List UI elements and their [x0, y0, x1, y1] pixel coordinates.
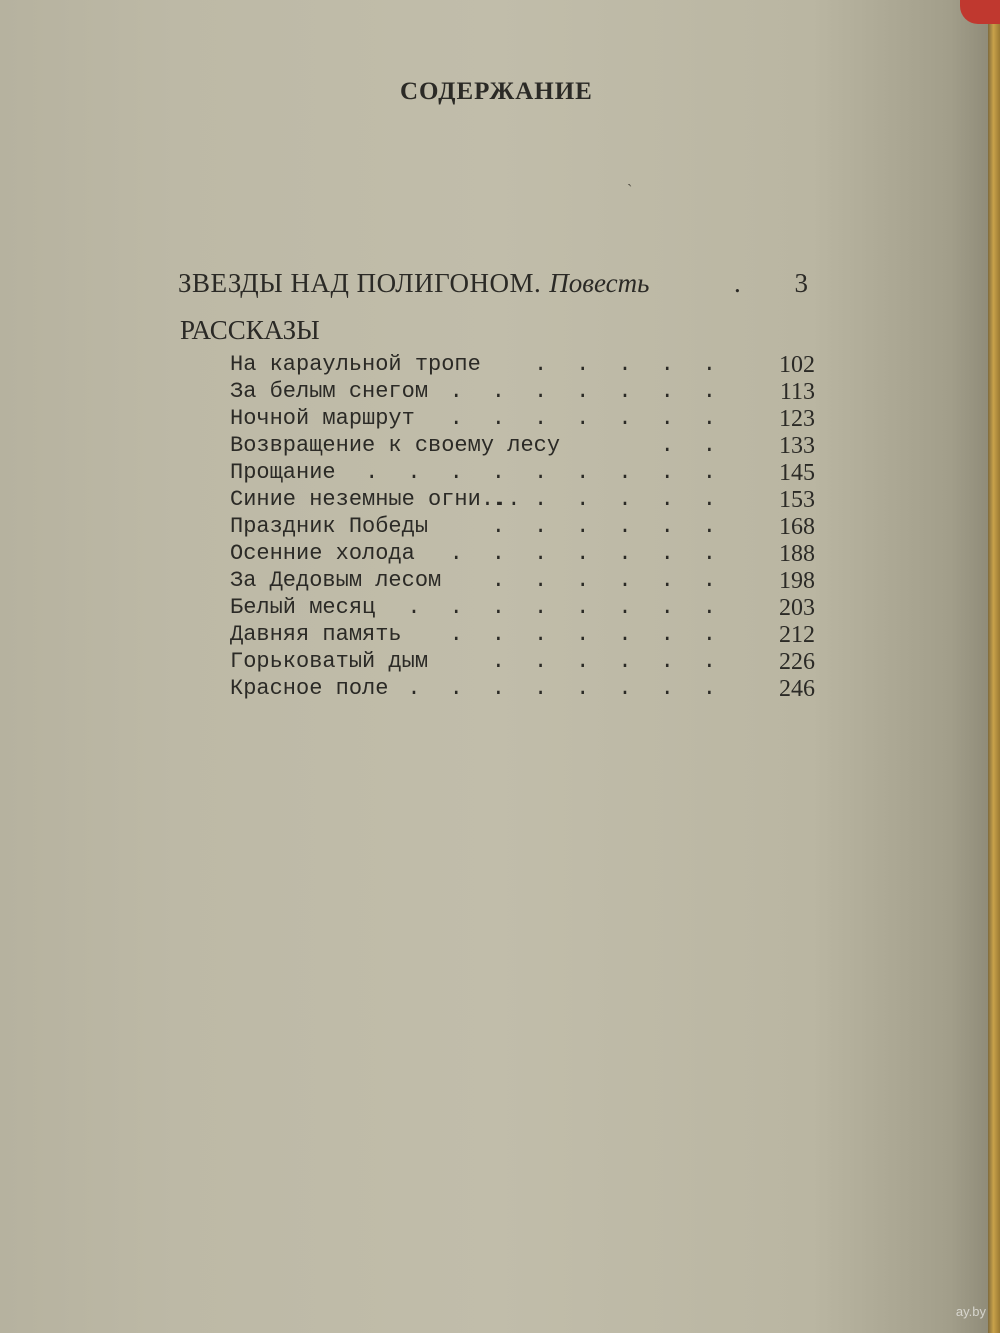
toc-entry	[230, 541, 815, 568]
dot-leader: ......	[491, 487, 745, 512]
entry-page: 188	[779, 541, 815, 567]
entry-title: Праздник Победы	[230, 514, 429, 539]
entry-title: Белый месяц	[230, 595, 376, 620]
entry-page: 133	[779, 433, 815, 459]
dot-leader: ......	[491, 514, 745, 539]
toc-entry	[230, 352, 815, 379]
entry-title: Давняя память	[230, 622, 402, 647]
entry-page: 123	[779, 406, 815, 432]
entry-title: Ночной маршрут	[230, 406, 415, 431]
entry-page: 102	[779, 352, 815, 378]
dot-leader: ........	[407, 595, 745, 620]
toc-entry	[230, 406, 815, 433]
novella-title: ЗВЕЗДЫ НАД ПОЛИГОНОМ.	[178, 268, 542, 298]
novella-page-number: 3	[794, 268, 808, 298]
toc-entry	[230, 460, 815, 487]
entry-title: Прощание	[230, 460, 336, 485]
watermark-text: ay.by	[955, 1304, 986, 1319]
stories-list	[230, 352, 815, 703]
toc-entry	[230, 433, 815, 460]
entry-title: За белым снегом	[230, 379, 429, 404]
toc-entry	[230, 622, 815, 649]
dot-leader: ......	[491, 649, 745, 674]
entry-title: За Дедовым лесом	[230, 568, 442, 593]
stories-section-label: РАССКАЗЫ	[180, 315, 320, 345]
dot-leader: .......	[449, 622, 745, 647]
toc-entry	[230, 595, 815, 622]
toc-heading: СОДЕРЖАНИЕ	[400, 78, 593, 105]
entry-title: На караульной тропе	[230, 352, 481, 377]
book-cover-edge	[988, 0, 1000, 1333]
entry-title: Возвращение к своему лесу	[230, 433, 561, 458]
dot-leader: ..	[660, 433, 745, 458]
dot-leader: .......	[449, 379, 745, 404]
dot-leader: .........	[365, 460, 745, 485]
entry-page: 113	[779, 379, 815, 405]
entry-title: Синие неземные огни...	[230, 487, 521, 512]
toc-entry	[230, 379, 815, 406]
entry-page: 145	[779, 460, 815, 486]
entry-page: 198	[779, 568, 815, 594]
toc-entry	[230, 676, 815, 703]
entry-page: 246	[779, 676, 815, 702]
dot-leader: ........	[407, 676, 745, 701]
toc-entry	[230, 487, 815, 514]
dot-leader: ......	[491, 568, 745, 593]
dot-leader: .......	[449, 541, 745, 566]
toc-entry	[230, 568, 815, 595]
page-speck: ˏ	[627, 170, 633, 187]
novella-genre: Повесть	[549, 268, 650, 298]
novella-entry	[178, 268, 818, 308]
novella-leader-dot: .	[734, 268, 741, 298]
dot-leader: .......	[449, 406, 745, 431]
entry-page: 203	[779, 595, 815, 621]
toc-entry	[230, 649, 815, 676]
entry-title: Горьковатый дым	[230, 649, 429, 674]
entry-page: 212	[779, 622, 815, 648]
entry-title: Красное поле	[230, 676, 389, 701]
dot-leader: .....	[533, 352, 745, 377]
entry-title: Осенние холода	[230, 541, 415, 566]
entry-page: 226	[779, 649, 815, 675]
entry-page: 168	[779, 514, 815, 540]
entry-page: 153	[779, 487, 815, 513]
toc-entry	[230, 514, 815, 541]
